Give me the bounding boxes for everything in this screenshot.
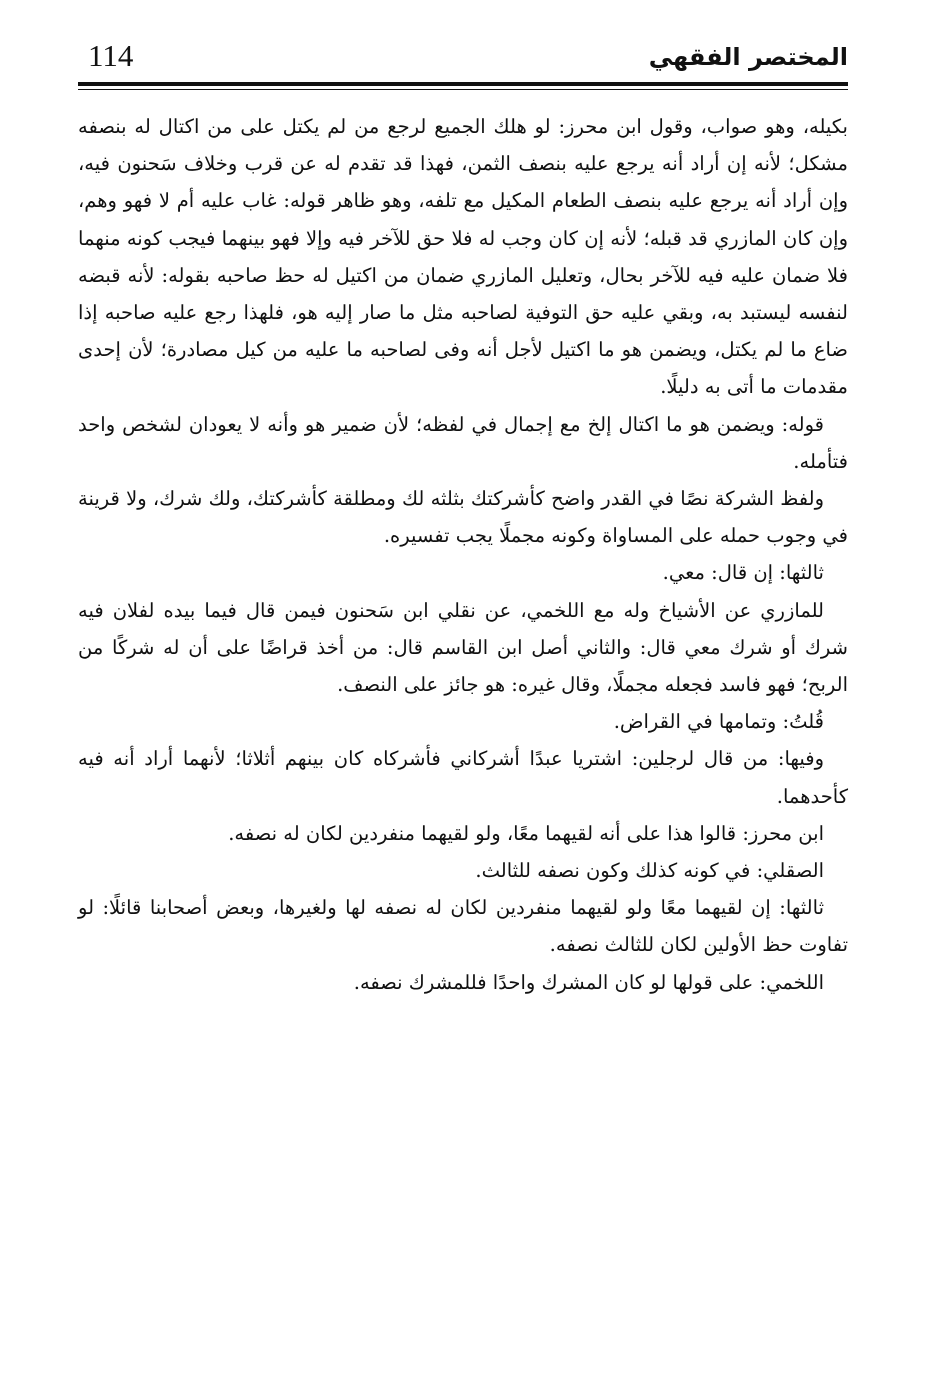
paragraph: ولفظ الشركة نصًا في القدر واضح كأشركتك بثلثه لك ومطلقة كأشركتك، ولك شرك، ولا قرينة في وجوب حمله على المساواة وكونه مجملًا يجب تفسيره. (78, 487, 848, 548)
paragraph: ابن محرز: قالوا هذا على أنه لقيهما معًا، ولو لقيهما منفردين لكان له نصفه. (228, 821, 824, 845)
running-title: المختصر الفقهي (648, 43, 848, 71)
paragraph: للمازري عن الأشياخ وله مع اللخمي، عن نقلي ابن سَحنون فيمن قال فيما بيده لفلان فيه شرك أو شرك معي قال: والثاني أصل ابن القاسم قال: من أخذ قراضًا على أن له شركًا من الربح؛ فهو فاسد فجعله مجملًا، وقال غيره: هو جائز على النصف. (78, 598, 848, 697)
paragraph: قوله: ويضمن هو ما اكتال إلخ مع إجمال في لفظه؛ لأن ضمير هو وأنه لا يعودان لشخص واحد فتأمله. (78, 412, 848, 473)
header-rule-thick (78, 82, 848, 86)
paragraph: بكيله، وهو صواب، وقول ابن محرز: لو هلك الجميع لرجع من لم يكتل على من اكتال له بنصفه مشكل؛ لأنه إن أراد أنه يرجع عليه بنصف الثمن، فهذا قد تقدم له عن قرب وخلاف سَحنون فيه، وإن أراد أنه يرجع عليه بنصف الطعام المكيل مع تلفه، وهو ظاهر قوله: غاب عليه أم لا فهو وهم، وإن كان المازري قد قبله؛ لأنه إن كان وجب له فلا حق للآخر فيه وإلا فهو بينهما فيجب كونه منهما فلا ضمان عليه فيه للآخر بحال، وتعليل المازري ضمان من اكتيل له حظ صاحبه بقوله: لأنه قبضه لنفسه ليستبد به، وبقي عليه حق التوفية لصاحبه مثل ما صار إليه هو، فلهذا رجع عليه صاحبه إذا ضاع ما لم يكتل، ويضمن هو ما اكتيل لأجل أنه وفى لصاحبه ما عليه من كيل مصادرة؛ لأن إحدى مقدمات ما أتى به دليلًا. (78, 115, 848, 399)
paragraph: وفيها: من قال لرجلين: اشتريا عبدًا أشركاني فأشركاه كان بينهم أثلاثا؛ لأنهما أراد أنه فيه كأحدهما. (78, 747, 848, 808)
page-number: 114 (88, 38, 134, 73)
page-header (78, 36, 848, 84)
paragraph: الصقلي: في كونه كذلك وكون نصفه للثالث. (475, 859, 824, 883)
paragraph: ثالثها: إن لقيهما معًا ولو لقيهما منفردين لكان له نصفه لها ولغيرها، وبعض أصحابنا قائلًا: لو تفاوت حظ الأولين لكان للثالث نصفه. (78, 896, 848, 957)
body-text (78, 108, 848, 1001)
paragraph: قُلتُ: وتمامها في القراض. (613, 710, 824, 734)
header-rule-thin (78, 89, 848, 90)
paragraph: اللخمي: على قولها لو كان المشرك واحدًا فللمشرك نصفه. (353, 970, 824, 994)
paragraph: ثالثها: إن قال: معي. (662, 561, 824, 585)
